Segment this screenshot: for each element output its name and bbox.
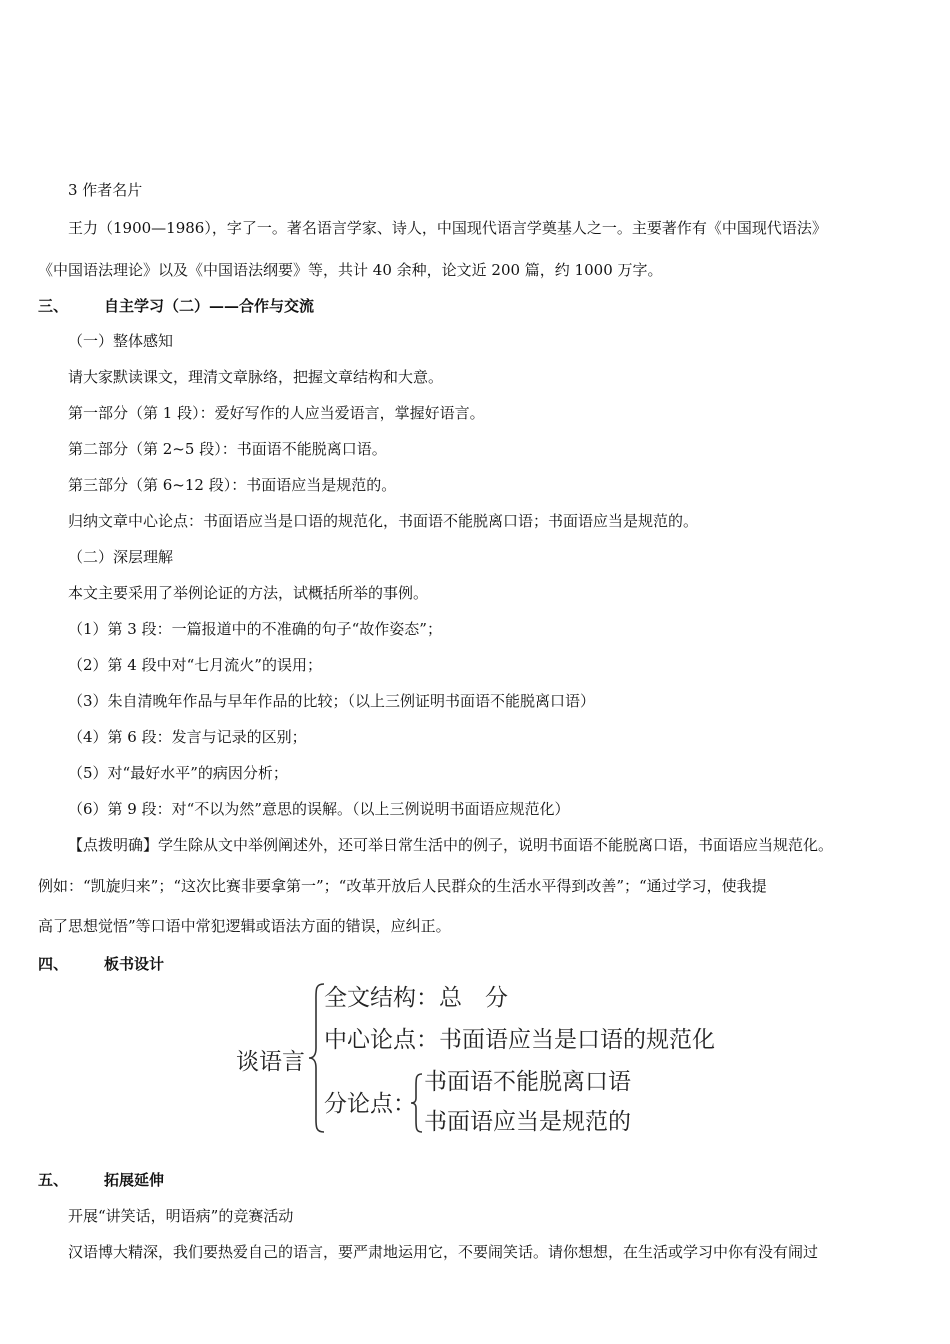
section-title: 自主学习（二）——合作与交流: [104, 297, 315, 315]
paragraph: 第三部分（第 6~12 段）：书面语应当是规范的。: [68, 476, 397, 494]
tip-paragraph: 例如：“凯旋归来”；“这次比赛非要拿第一”；“改革开放后人民群众的生活水平得到改善”；“通过学习，使我提: [38, 877, 767, 895]
board-thesis: 中心论点：书面语应当是口语的规范化: [324, 1027, 715, 1053]
list-item: （4）第 6 段：发言与记录的区别；: [68, 728, 307, 746]
section-number: 五、: [38, 1171, 69, 1189]
paragraph: 本文主要采用了举例论证的方法，试概括所举的事例。: [68, 584, 429, 602]
sub-brace: [410, 1072, 424, 1134]
paragraph: 第一部分（第 1 段）：爱好写作的人应当爱语言，掌握好语言。: [68, 404, 485, 422]
list-item: （5）对“最好水平”的病因分析；: [68, 764, 288, 782]
paragraph: 请大家默读课文，理清文章脉络，把握文章结构和大意。: [68, 368, 444, 386]
paragraph: 开展“讲笑话，明语病”的竞赛活动: [68, 1207, 294, 1225]
section-number: 四、: [38, 955, 69, 973]
paragraph: 第二部分（第 2~5 段）：书面语不能脱离口语。: [68, 440, 387, 458]
section-title: 板书设计: [104, 955, 165, 973]
board-structure: 全文结构：总 分: [324, 985, 508, 1011]
list-item: （1）第 3 段：一篇报道中的不准确的句子“故作姿态”；: [68, 620, 442, 638]
board-design-diagram: [230, 982, 750, 1142]
tip-paragraph: 【点拨明确】学生除从文中举例阐述外，还可举日常生活中的例子，说明书面语不能脱离口语，书面语应当规范化。: [68, 836, 834, 854]
list-item: （3）朱自清晚年作品与早年作品的比较；（以上三例证明书面语不能脱离口语）: [68, 692, 596, 710]
board-sub-point: 书面语不能脱离口语: [424, 1069, 631, 1095]
board-sub-label: 分论点：: [324, 1091, 416, 1117]
tip-paragraph: 高了思想觉悟”等口语中常犯逻辑或语法方面的错误，应纠正。: [38, 917, 451, 935]
list-item: （2）第 4 段中对“七月流火”的误用；: [68, 656, 322, 674]
list-item: （6）第 9 段：对“不以为然”意思的误解。（以上三例说明书面语应规范化）: [68, 800, 570, 818]
subsection-title: （二）深层理解: [68, 548, 174, 566]
paragraph: 归纳文章中心论点：书面语应当是口语的规范化，书面语不能脱离口语；书面语应当是规范的。: [68, 512, 699, 530]
section-title: 拓展延伸: [104, 1171, 165, 1189]
author-card-line: 《中国语法理论》以及《中国语法纲要》等，共计 40 余种，论文近 200 篇，约 1000 万字。: [38, 261, 663, 279]
subsection-title: （一）整体感知: [68, 332, 174, 350]
board-root: 谈语言: [236, 1049, 305, 1075]
author-card-line: 王力（1900—1986），字了一。著名语言学家、诗人，中国现代语言学奠基人之一。主要著作有《中国现代语法》: [68, 219, 827, 237]
section-number: 三、: [38, 297, 69, 315]
author-card-title: 3 作者名片: [68, 181, 143, 199]
board-sub-point: 书面语应当是规范的: [424, 1109, 631, 1135]
paragraph: 汉语博大精深，我们要热爱自己的语言，要严肃地运用它，不要闹笑话。请你想想，在生活或学习中你有没有闹过: [68, 1243, 819, 1261]
